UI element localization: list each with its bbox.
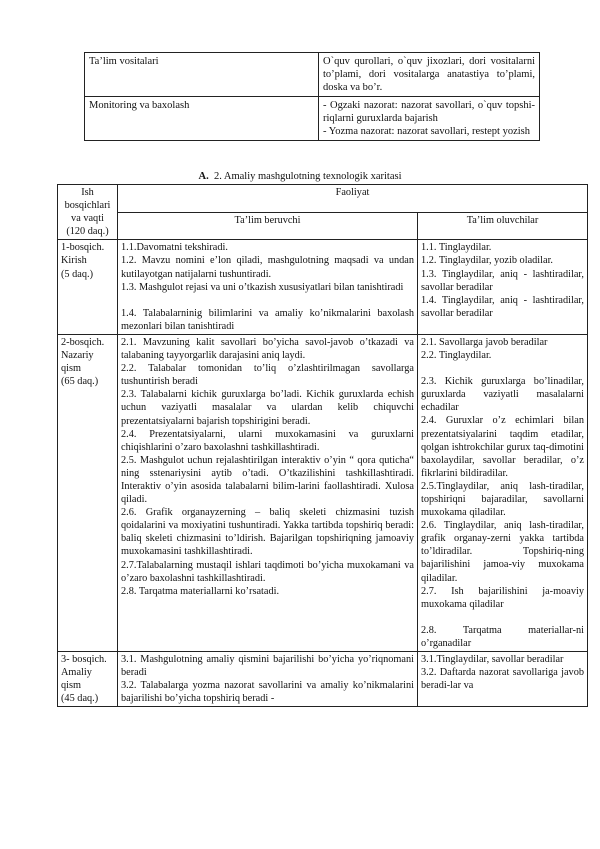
cell-paragraph: 1.3. Tinglaydilar, aniq - lashtiradilar, savollar beradilar <box>421 268 584 293</box>
cell-paragraph: qism <box>61 680 82 692</box>
activity-header: Faoliyat <box>118 185 588 213</box>
cell-paragraph: 2.1. Savollarga javob beradilar <box>421 336 548 348</box>
table-body <box>58 240 588 707</box>
teacher-header: Ta’lim beruvchi <box>118 212 418 240</box>
cell-paragraph: 1.3. Mashgulot rejasi va uni o’tkazish xususiyatlari bilan tanishtiradi <box>121 281 404 293</box>
cell-paragraph: 2.8. Tarqatma materiallar-ni o’rganadilar <box>421 624 584 649</box>
cell-paragraph: 1.2. Tinglaydilar, yozib oladilar. <box>421 255 554 267</box>
cell-paragraph: 2.3. Kichik guruxlarga bo’linadilar, guruxlarda vaziyatli masalalarni echadilar <box>421 376 584 414</box>
cell-paragraph: (65 daq.) <box>61 376 99 388</box>
technology-map-table <box>57 184 588 707</box>
cell-paragraph: 2.5.Tinglaydilar, aniq lash-tiradilar, topshiriqni bajaradilar, savollarni muxokama qiladilar. <box>421 480 584 519</box>
cell-paragraph: O`quv qurollari, o`quv jixozlari, dori vositalarni to’plami, dori vositalarga anatastiya to’plami, doska va bo’r. <box>323 56 535 93</box>
cell-paragraph: 2-bosqich. <box>61 336 105 348</box>
cell-paragraph: 2.7. Ish bajarilishini ja-moaviy muxokama qiladilar <box>421 585 584 610</box>
cell-paragraph: 2.8. Tarqatma materiallarni ko’rsatadi. <box>121 585 280 597</box>
students-cell <box>418 652 588 707</box>
cell-paragraph: 1.1.Davomatni tekshiradi. <box>121 242 228 254</box>
students-cell <box>418 240 588 335</box>
stage-header: Ish bosqichlari va vaqti (120 daq.) <box>58 185 118 240</box>
cell-paragraph: 3- bosqich. <box>61 654 107 665</box>
table-row <box>58 240 588 335</box>
header-row <box>58 212 588 240</box>
caption-text: 2. Amaliy mashgulotning texnologik xaritasi <box>213 171 402 182</box>
cell-paragraph: 3.1. Mashgulotning amaliy qismini bajarilishi bo’yicha yo’riqnomani beradi <box>121 654 414 679</box>
table-row <box>58 652 588 707</box>
cell-paragraph: Nazariy <box>61 350 94 362</box>
cell-paragraph: - Yozma nazorat: nazorat savollari, restept yozish <box>323 126 531 137</box>
cell-paragraph <box>121 294 414 307</box>
cell-paragraph: 2.1. Mavzuning kalit savollari bo’yicha savol-javob o’tkazadi va talabaning tayyorgarlik darajasini aniq laydi. <box>121 336 414 362</box>
cell-paragraph: 2.6. Grafik organayzerning – baliq skeleti chizmasini tuzish qoidalarini va moxiyatini tushuntiradi. Yakka tartibda topshiriq beradi: baliq skeleti chizmasini to’ldirish. Bajarilgan topshiriqning jamoaviy muxokamasini tashkillashtiradi. <box>121 507 414 558</box>
cell-paragraph <box>421 362 584 375</box>
cell-paragraph: 2.3. Talabalarni kichik guruxlarga bo’ladi. Kichik guruxlarda echish uchun vaziyatli masalalar va ulardan kelib chiquvchi prezentatsiyalarni bajarish topshirigini beradi. <box>121 389 414 427</box>
table-row <box>85 53 540 97</box>
stage-cell <box>58 334 118 651</box>
stage-cell <box>58 240 118 335</box>
cell-paragraph <box>421 611 584 624</box>
students-header: Ta’lim oluvchilar <box>418 212 588 240</box>
cell-paragraph: 1.2. Mavzu nomini e’lon qiladi, mashgulotning maqsadi va undan kutilayotgan natijalarni tushuntiradi. <box>121 255 414 280</box>
cell-paragraph: 2.4. Guruxlar o’z echimlari bilan prezentatsiyalarini taqdim etadilar, qolgan ishtrokchilar gurux taq-dimotini baxolaydilar, savollar beradilar, o’z fikrlarini bildiradilar. <box>421 415 584 479</box>
cell-paragraph: (45 daq.) <box>61 693 99 705</box>
teacher-cell <box>118 334 418 651</box>
cell-paragraph: 3.1.Tinglaydilar, savollar beradilar <box>421 654 564 665</box>
table-caption <box>0 171 600 182</box>
cell-paragraph: - Ogzaki nazorat: nazorat savollari, o`quv topshi-riqlarni guruxlarda bajarish <box>323 100 535 124</box>
resources-table <box>84 52 540 141</box>
cell-paragraph: Kirish <box>61 255 87 267</box>
cell-paragraph: 2.2. Talabalar tomonidan to’liq o’zlashtirilmagan savollarga tushuntirish beradi <box>121 363 414 388</box>
row-label: Monitoring va baxolash <box>85 97 319 141</box>
cell-paragraph: 1.4. Tinglaydilar, aniq - lashtiradilar, savollar beradilar <box>421 294 584 319</box>
table-row <box>58 334 588 651</box>
cell-paragraph: 3.2. Daftarda nazorat savollariga javob beradi-lar va <box>421 667 584 692</box>
cell-paragraph: Amaliy <box>61 667 92 679</box>
cell-paragraph: 2.5. Mashgulot uchun rejalashtirilgan interaktiv o’yin “ qora quticha“ ning sstenariysini aytib o’tadi. O’tkazilishini tashkillashtiradi. Interaktiv o’yin asosida talabalarni bilim-larini faollashtiradi. Xulosa qiladi. <box>121 454 414 506</box>
stage-cell <box>58 652 118 707</box>
cell-paragraph: 1.4. Talabalarninig bilimlarini va amaliy ko’nikmalarini baxolash mezonlari bilan tanishtiradi <box>121 307 414 332</box>
cell-paragraph: 2.4. Prezentatsiyalarni, ularni muxokamasini va guruxlarni chiqishlarini o’zaro baxolashni tashkillashtiradi. <box>121 428 414 453</box>
cell-paragraph: 2.6. Tinglaydilar, aniq lash-tiradilar, grafik organay-zerni yakka tartibda to’ldiradilar. Topshiriq-ning bajarilishini jamoa-viy muxokama qiladilar. <box>421 520 584 584</box>
cell-paragraph: (5 daq.) <box>61 268 94 280</box>
table-row <box>85 97 540 141</box>
cell-paragraph: 2.7.Talabalarning mustaqil ishlari taqdimoti bo’yicha muxokamani va o’zaro baxolashni tashkillashtiradi. <box>121 559 414 584</box>
row-label: Ta’lim vositalari <box>85 53 319 97</box>
teacher-cell <box>118 652 418 707</box>
cell-paragraph: qism <box>61 363 82 375</box>
students-cell <box>418 334 588 651</box>
caption-prefix: A. <box>198 171 209 182</box>
row-content <box>319 97 540 141</box>
header-row <box>58 185 588 213</box>
teacher-cell <box>118 240 418 335</box>
cell-paragraph: 3.2. Talabalarga yozma nazorat savollarini va amaliy ko’nikmalarini bajarilishi bo’yicha topshiriq beradi - <box>121 680 414 705</box>
row-content <box>319 53 540 97</box>
cell-paragraph: 1-bosqich. <box>61 242 105 254</box>
cell-paragraph: 2.2. Tinglaydilar. <box>421 350 492 362</box>
cell-paragraph: 1.1. Tinglaydilar. <box>421 242 492 254</box>
